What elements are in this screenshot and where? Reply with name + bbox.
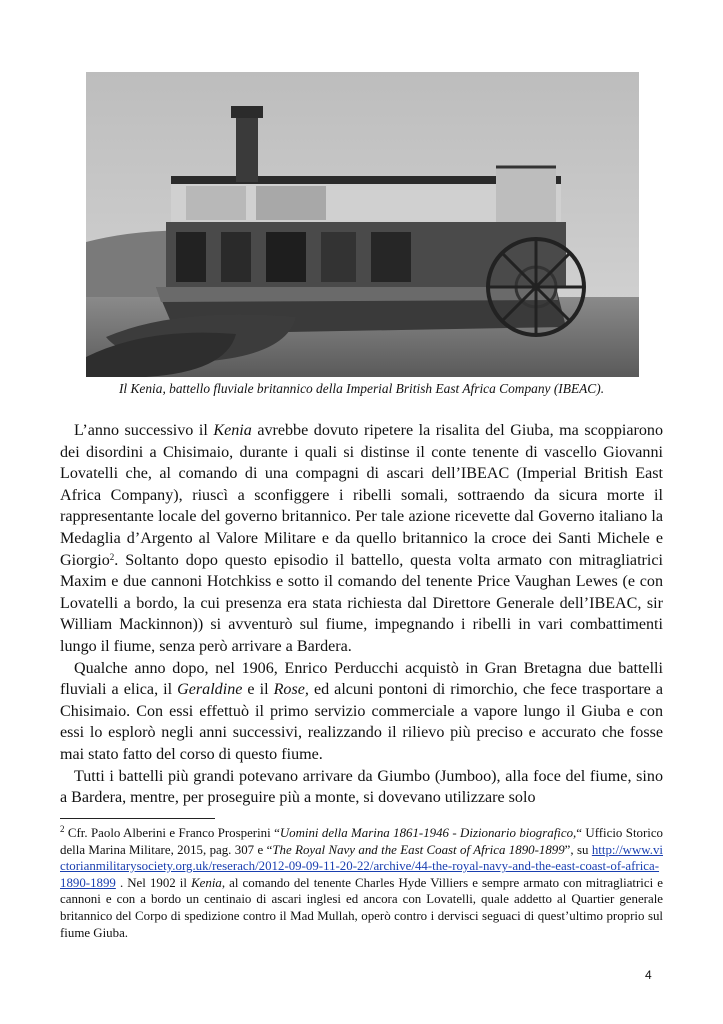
footnote-reference[interactable]: 2	[109, 551, 115, 562]
steamboat-photo	[86, 72, 639, 377]
paragraph-3: Tutti i battelli più grandi potevano arrivare da Giumbo (Jumboo), alla foce del fiume, sino a Bardera, mentre, per proseguire più a monte, si dovevano utilizzare solo	[60, 767, 663, 807]
footnote: $^2$ Cfr. Paolo Alberini e Franco Prosperini “Uomini della Marina 1861-1946 - Dizionario biografico,“ Ufficio Storico della Marina Militare, 2015, pag. 307 e “The Royal Navy and the East Coast of Africa 1890-1899”, su http://www.victorianmilitarysociety.org.uk/reserach/2012-09-09-11-20-22/archive/44-the-royal-navy-and-the-east-coast-of-africa-1890-1899 . Nel 1902 il Kenia, al comando del tenente Charles Hyde Villiers e sempre armato con mitragliatrici e cannoni e con a bordo un centinaio di ascari inglesi ed ancora con Lovatelli, quale addetto al Quartier generale britannico del Corpo di spedizione contro il Mad Mullah, operò contro i dervisci seguaci di quest’ultimo proprio sul fiume Giuba.	[60, 824, 664, 940]
footnote-separator	[60, 818, 215, 819]
paragraph-1: L’anno successivo il Kenia avrebbe dovuto ripetere la risalita del Giuba, ma scoppiarono dei disordini a Chisimaio, durante i quali si distinse il conte tenente di vascello Giovanni Lovatelli che, al comando di una compagni di ascari dell’IBEAC (Imperial British East Africa Company), riuscì a sconfiggere i ribelli somali, sottraendo da sicura morte il rappresentante locale del governo britannico. Per tale azione ricevette dal Governo italiano la Medaglia d’Argento al Valore Militare e da quello britannico la croce dei Santi Michele e Giorgio$^2$. Soltanto dopo questo episodio il battello, questa volta armato con mitragliatrici Maxim e due cannoni Hotchkiss e sotto il comando del tenente Price Vaughan Lewes (e con Lovatelli a bordo, la cui presenza era stata richiesta dal Direttore Generale dell’IBEAC, sir William Mackinnon)) si avventurò sul fiume, impegnando i ribelli in vari combattimenti lungo il fiume, senza però arrivare a Bardera.	[60, 422, 664, 655]
footnote-link[interactable]: http://www.victorianmilitarysociety.org.uk/reserach/2012-09-09-11-20-22/archive/44-the-royal-navy-and-the-east-coast-of-africa-1890-1899	[60, 842, 663, 890]
page-number: 4	[645, 968, 652, 982]
figure-caption: Il Kenia, battello fluviale britannico della Imperial British East Africa Company (IBEAC).	[118, 381, 605, 396]
paragraph-2: Qualche anno dopo, nel 1906, Enrico Perducchi acquistò in Gran Bretagna due battelli fluviali a elica, il Geraldine e il Rose, ed alcuni pontoni di rimorchio, che fece trasportare a Chisimaio. Con essi effettuò il primo servizio commerciale a vapore lungo il Giuba e con essi lo esplorò negli anni successivi, realizzando il rilievo più preciso e accurato che fosse mai stato fatto del corso di questo fiume.	[60, 659, 664, 763]
body-text	[60, 420, 663, 809]
